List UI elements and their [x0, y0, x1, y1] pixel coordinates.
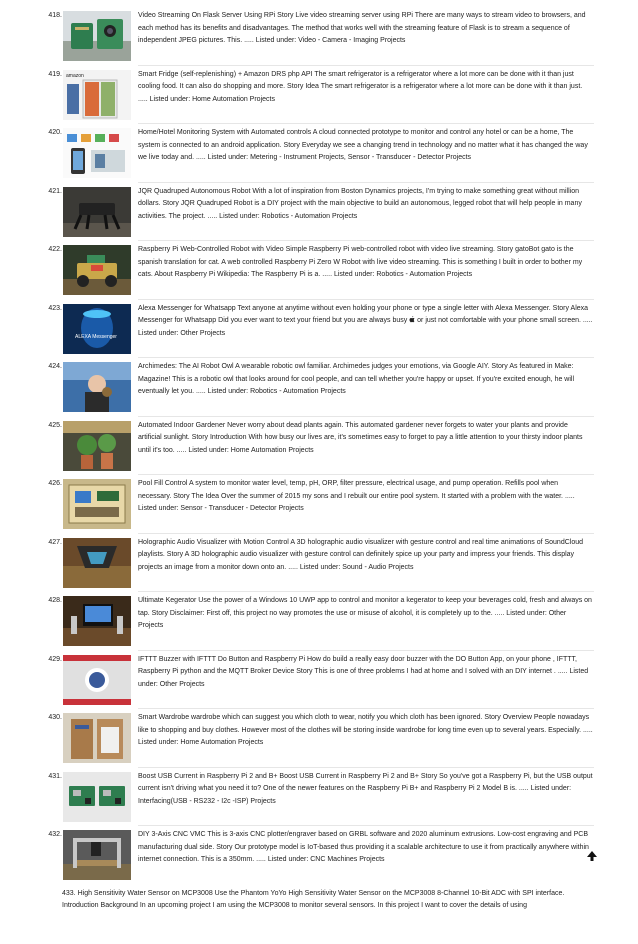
list-item	[0, 359, 638, 418]
thumbnail-image[interactable]	[63, 421, 131, 471]
list-item	[0, 827, 638, 886]
list-item	[0, 886, 638, 944]
list-item	[0, 184, 638, 243]
list-item	[0, 418, 638, 477]
up-arrow-icon[interactable]	[587, 851, 597, 861]
item-description[interactable]: Pool Fill Control A system to monitor water level, temp, pH, ORP, filter pressure, electrical usage, and pump operation. Refills pool when necessary. Story The Idea Over the summer of 2015 my sons and I rebuilt our entire pool system. It started with a problem with the water. ..... Listed under: Sensor - Transducer - Detector Projects	[138, 478, 593, 516]
item-number: 428.	[48, 595, 62, 608]
list-item	[0, 8, 638, 67]
thumbnail-image[interactable]	[63, 713, 131, 763]
list-item	[0, 476, 638, 535]
item-description[interactable]: JQR Quadruped Autonomous Robot With a lot of inspiration from Boston Dynamics projects, I'm trying to make something great without million dollars. Story JQR Quadruped Robot is a DIY project with the main objective to build an autonomous, legged robot that will help people in many activities. The project. ..... Listed under: Robotics - Automation Projects	[138, 186, 593, 224]
thumbnail-image[interactable]	[63, 11, 131, 61]
thumbnail-image[interactable]	[63, 830, 131, 880]
list-item	[0, 242, 638, 301]
item-description[interactable]: Video Streaming On Flask Server Using RPi Story Live video streaming server using RPi There are many ways to stream video to browsers, and each method has its benefits and disadvantages. The method that works well with the streaming feature of Flask is to stream a sequence of independent JPEG pictures. This. ..... Listed under: Video - Camera - Imaging Projects	[138, 10, 593, 48]
item-number: 426.	[48, 478, 62, 491]
divider	[138, 474, 594, 475]
item-description[interactable]: Boost USB Current in Raspberry Pi 2 and B+ Boost USB Current in Raspberry Pi 2 and B+ Story So you've got a Raspberry Pi, but the USB output current isn't driving what you need it to? One of the newer features on the Raspberry Pi B+ and Raspberry Pi 2 Model B is. ..... Listed under: Interfacing(USB - RS232 - I2c -ISP) Projects	[138, 771, 593, 809]
item-number: 421.	[48, 186, 62, 199]
divider	[138, 591, 594, 592]
divider	[138, 65, 594, 66]
list-item	[0, 301, 638, 360]
item-description[interactable]: DIY 3-Axis CNC VMC This is 3-axis CNC plotter/engraver based on GRBL software and 2020 aluminum extrusions. Low-cost engraving and PCB manufacturing dual side. Story Our prototype model is IoT-based thus providing it a scalable architecture to use it from practically anywhere within internet connection. This is a 350mm. ..... Listed under: CNC Machines Projects	[138, 829, 593, 867]
divider	[138, 123, 594, 124]
item-description[interactable]	[62, 888, 602, 913]
item-number: 423.	[48, 303, 62, 316]
list-item	[0, 710, 638, 769]
thumbnail-image[interactable]	[63, 362, 131, 412]
list-item	[0, 125, 638, 184]
item-description[interactable]: Raspberry Pi Web-Controlled Robot with Video Simple Raspberry Pi web-controlled robot with video live streaming. Story gatoBot gato is the spanish translation for cat. A web controlled Raspberry Pi Zero W Robot with live video streaming. This is something I built in order to bother my cats. About Raspberry Pi Wikipedia: The Raspberry Pi is a. ..... Listed under: Robotics - Automation Projects	[138, 244, 593, 282]
item-number: 420.	[48, 127, 62, 140]
thumbnail-caption: ALEXA Messenger	[75, 334, 117, 340]
item-number: 425.	[48, 420, 62, 433]
item-description[interactable]: Ultimate Kegerator Use the power of a Windows 10 UWP app to control and monitor a kegerator to keep your beverages cold, fresh and always on tap. Story Disclaimer: First off, this project no way promotes the use or misuse of alcohol, it is completely up to the. ..... Listed under: Other Projects	[138, 595, 593, 633]
thumbnail-image[interactable]	[63, 245, 131, 295]
thumbnail-image[interactable]	[63, 187, 131, 237]
divider	[138, 825, 594, 826]
item-number: 418.	[48, 10, 62, 23]
thumbnail-image[interactable]	[63, 304, 131, 354]
divider	[138, 533, 594, 534]
item-description[interactable]	[138, 303, 593, 341]
thumbnail-image[interactable]	[63, 479, 131, 529]
list-item	[0, 535, 638, 594]
item-number-inline: 433.	[62, 890, 76, 897]
description-part: High Sensitivity Water Sensor on MCP3008 Use the Phantom YoYo High Sensitivity Water Sensor on the MCP3008 8-Channel 10-Bit ADC with SPI interface. Introduction Background In an upcoming project I am using the MCP3008 to monitor several sensors. In this project I want to cover the details of using	[62, 890, 564, 910]
item-description[interactable]: Holographic Audio Visualizer with Motion Control A 3D holographic audio visualizer with gesture control and real time animations of SoundCloud playlists. Story A 3D holographic audio visualizer with gesture control can definitely spice up your party and impress your friends. This display projects an image from a monitor down onto an. ..... Listed under: Sound - Audio Projects	[138, 537, 593, 575]
divider	[138, 767, 594, 768]
item-number: 430.	[48, 712, 62, 725]
item-number: 429.	[48, 654, 62, 667]
list-item	[0, 652, 638, 711]
item-description[interactable]: Home/Hotel Monitoring System with Automated controls A cloud connected prototype to monitor and control any hotel or can be a home, The system is connected to an android application. Story Everyday we see a changing trend in technology and no matter what it has changed the way we live today and. ..... Listed under: Metering - Instrument Projects, Sensor - Transducer - Detector Projects	[138, 127, 593, 165]
divider	[138, 708, 594, 709]
thumbnail-image[interactable]	[63, 655, 131, 705]
item-number: 419.	[48, 69, 62, 82]
thumbnail-image[interactable]	[63, 772, 131, 822]
divider	[138, 416, 594, 417]
item-number: 432.	[48, 829, 62, 842]
thumbnail-image[interactable]	[63, 128, 131, 178]
item-description[interactable]: Automated Indoor Gardener Never worry about dead plants again. This automated gardener never forgets to water your plants and provide artificial sunlight. Story Introduction With how busy our lives are, it's sometimes easy to forget to pay a little attention to your thirsty indoor plants until it's too. ..... Listed under: Home Automation Projects	[138, 420, 593, 458]
description-part: Alexa Messenger for Whatsapp Text anyone at anytime without even holding your phone or type a single letter with Alexa Messenger. Story Alexa Messenger for Whatsapp Did you ever want to text your friend but you are always busy	[138, 305, 588, 325]
list-item	[0, 769, 638, 828]
thumbnail-image[interactable]	[63, 70, 131, 120]
apple-icon	[409, 316, 415, 323]
item-description[interactable]: Archimedes: The AI Robot Owl A wearable robotic owl familiar. Archimedes judges your emotions, via Google AIY. Story As featured in Make: Magazine! This is a robotic owl that looks around for cool people, and can tell whether you're happy or upset. If you're excited enough, he will eventually let you. ..... Listed under: Robotics - Automation Projects	[138, 361, 593, 399]
thumbnail-caption: amazon	[66, 73, 84, 79]
item-description[interactable]: IFTTT Buzzer with IFTTT Do Button and Raspberry Pi How do build a really easy door buzzer with the DO Button App, on your phone , IFTTT, Raspberry Pi python and the MQTT Broker Device Story This is one of three problems I had at home and I solved with an DIY internet . ..... Listed under: Other Projects	[138, 654, 593, 692]
item-number: 431.	[48, 771, 62, 784]
item-description[interactable]: Smart Wardrobe wardrobe which can suggest you which cloth to wear, notify you which cloth has been ignored. Story Overview People nowadays like to shopping and buy clothes. However most of the clothes will be storing inside wardrobe for long time even up to several years. Especially. ..... Listed under: Home Automation Projects	[138, 712, 593, 750]
item-description[interactable]: Smart Fridge (self-replenishing) + Amazon DRS php API The smart refrigerator is a refrigerator where a lot more can be done with it than just cooling food. It can also do shopping and more. Story Idea The smart refrigerator is a refrigerator where a lot more can be done with it than just. ..... Listed under: Home Automation Projects	[138, 69, 593, 107]
item-number: 422.	[48, 244, 62, 257]
thumbnail-image[interactable]	[63, 596, 131, 646]
thumbnail-image[interactable]	[63, 538, 131, 588]
divider	[138, 182, 594, 183]
item-number: 424.	[48, 361, 62, 374]
description-part: or just not comfortable with your phone small screen. ..... Listed under: Other Projects	[138, 317, 593, 337]
divider	[138, 240, 594, 241]
item-number: 427.	[48, 537, 62, 550]
divider	[138, 357, 594, 358]
divider	[138, 650, 594, 651]
project-list	[0, 8, 638, 944]
divider	[138, 299, 594, 300]
list-item	[0, 593, 638, 652]
list-item	[0, 67, 638, 126]
